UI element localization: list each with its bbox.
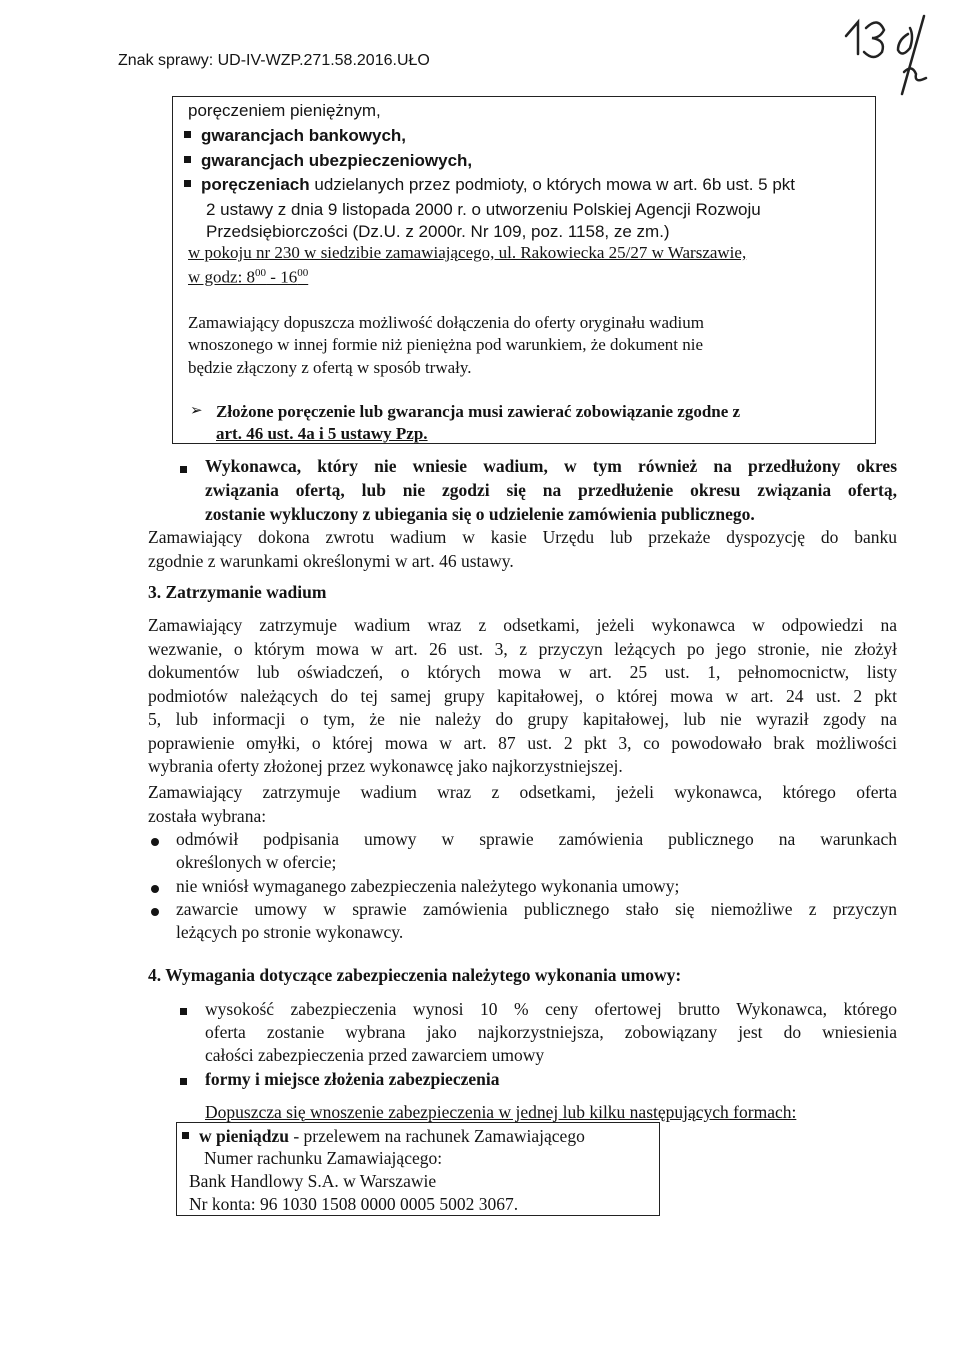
hours-from: w godz: 8 <box>188 267 256 287</box>
security-forms-intro: Dopuszcza się wnoszenie zabezpieczenia w jednej lub kilku następujących formach: <box>205 1102 797 1122</box>
paragraph-line: wybrania oferty złożonej przez wykonawcę jako najkorzystniejszej. <box>148 756 623 776</box>
form-item-sureties <box>184 175 795 195</box>
refund-text: Zamawiający dokona zwrotu wadium w kasie Urzędu lub przekaże dyspozycję do banku <box>148 527 897 547</box>
guarantee-requirement-article: art. 46 ust. 4a i 5 ustawy Pzp. <box>216 424 428 443</box>
arrow-bullet-icon: ➢ <box>190 403 203 419</box>
guarantee-requirement: Złożone poręczenie lub gwarancja musi zawierać zobowiązanie zgodne z <box>216 402 741 421</box>
cash-security-text: - przelewem na rachunek Zamawiającego <box>288 1126 585 1146</box>
square-bullet-icon <box>184 156 191 163</box>
retention-case: leżących po stronie wykonawcy. <box>176 922 404 942</box>
paragraph-line: poprawienie omyłki, o której mowa w art. 87 ust. 2 pkt 3, co powodowało brak możliwości <box>148 732 897 753</box>
exclusion-text: zostanie wykluczony z ubiegania się o udzielenie zamówienia publicznego. <box>205 504 755 524</box>
paragraph-line: dokumentów lub oświadczeń, o których mowa w art. 25 ust. 1, pełnomocnictw, listy <box>148 662 897 682</box>
original-attachment-text: będzie złączony z ofertą w sposób trwały. <box>188 358 472 377</box>
retention-intro: Zamawiający zatrzymuje wadium wraz z odsetkami, jeżeli wykonawca, którego oferta <box>148 782 897 802</box>
square-bullet-icon <box>184 180 191 187</box>
section-title: Zatrzymanie wadium <box>165 582 327 602</box>
paragraph-line: 5, lub informacji o tym, że nie należy do grupy kapitałowej, lub nie wyraził zgody na <box>148 709 897 729</box>
deposit-hours <box>188 267 308 288</box>
square-bullet-icon <box>180 1078 187 1085</box>
square-bullet-icon <box>180 1008 187 1015</box>
cash-security-label: w pieniądzu <box>199 1126 289 1146</box>
section-number: 4. <box>148 965 162 985</box>
form-item-text-line: 2 ustawy z dnia 9 listopada 2000 r. o utworzeniu Polskiej Agencji Rozwoju <box>206 200 761 219</box>
paragraph-line: podmiotów należących do tej samej grupy kapitałowej, o której mowa w art. 24 ust. 2 pkt <box>148 685 897 706</box>
security-amount: wysokość zabezpieczenia wynosi 10 % ceny ofertowej brutto Wykonawca, którego <box>205 999 897 1019</box>
retention-case: określonych w ofercie; <box>176 852 337 872</box>
form-item-text: udzielanych przez podmioty, o których mowa w art. 6b ust. 5 pkt <box>314 175 796 194</box>
account-number: Nr konta: 96 1030 1508 0000 0005 5002 3067. <box>189 1194 519 1214</box>
paragraph-line: wezwanie, o którym mowa w art. 26 ust. 3, z przyczyn leżących po jego stronie, nie złożył <box>148 638 897 659</box>
round-bullet-icon <box>151 908 159 916</box>
original-attachment-text: Zamawiający dopuszcza możliwość dołączenia do oferty oryginału wadium <box>188 313 704 332</box>
form-item-label: poręczeniach <box>201 175 310 194</box>
case-reference: Znak sprawy: UD-IV-WZP.271.58.2016.UŁO <box>118 52 430 69</box>
square-bullet-icon <box>184 131 191 138</box>
retention-intro: została wybrana: <box>148 806 267 826</box>
security-amount: całości zabezpieczenia przed zawarciem umowy <box>205 1045 545 1065</box>
form-item-cash-guarantee: poręczeniem pieniężnym, <box>188 101 381 120</box>
retention-case: nie wniósł wymaganego zabezpieczenia należytego wykonania umowy; <box>176 876 680 896</box>
security-forms-label: formy i miejsce złożenia zabezpieczenia <box>205 1069 500 1089</box>
handwritten-page-mark <box>842 6 932 98</box>
original-attachment-text: wnoszonego w innej formie niż pieniężna pod warunkiem, że dokument nie <box>188 335 704 354</box>
cash-security-line <box>182 1126 585 1147</box>
paragraph-line: Zamawiający zatrzymuje wadium wraz z odsetkami, jeżeli wykonawca w odpowiedzi na <box>148 615 897 635</box>
refund-text: zgodnie z warunkami określonymi w art. 46 ustawy. <box>148 551 514 571</box>
section-heading <box>148 582 326 603</box>
round-bullet-icon <box>151 838 159 846</box>
section-title: Wymagania dotyczące zabezpieczenia należytego wykonania umowy: <box>165 965 682 985</box>
form-item-insurance-guarantee <box>184 151 472 171</box>
retention-case: zawarcie umowy w sprawie zamówienia publicznego stało się niemożliwe z przyczyn <box>176 899 897 919</box>
square-bullet-icon <box>180 466 187 473</box>
square-bullet-icon <box>182 1132 189 1139</box>
form-item-label: gwarancjach ubezpieczeniowych, <box>201 151 473 170</box>
retention-case: odmówił podpisania umowy w sprawie zamówienia publicznego na warunkach <box>176 829 897 849</box>
hours-from-minutes: 00 <box>255 267 267 279</box>
hours-to: - 16 <box>266 267 298 287</box>
form-item-text-line: Przedsiębiorczości (Dz.U. z 2000r. Nr 109, poz. 1158, ze zm.) <box>206 222 670 241</box>
account-label: Numer rachunku Zamawiającego: <box>204 1148 443 1168</box>
section-number: 3. <box>148 582 162 602</box>
hours-to-minutes: 00 <box>297 267 309 279</box>
deposit-location: w pokoju nr 230 w siedzibie zamawiającego, ul. Rakowiecka 25/27 w Warszawie, <box>188 243 747 262</box>
section-heading <box>148 965 681 986</box>
form-item-bank-guarantee <box>184 126 406 146</box>
security-amount: oferta zostanie wybrana jako najkorzystniejsza, zobowiązany jest do wniesienia <box>205 1022 897 1042</box>
form-item-label: gwarancjach bankowych, <box>201 126 407 145</box>
exclusion-text: związania ofertą, lub nie zgodzi się na przedłużenie okresu związania ofertą, <box>205 480 897 500</box>
exclusion-text: Wykonawca, który nie wniesie wadium, w tym również na przedłużony okres <box>205 456 897 476</box>
retention-paragraph <box>148 614 897 779</box>
bank-name: Bank Handlowy S.A. w Warszawie <box>189 1171 437 1191</box>
round-bullet-icon <box>151 885 159 893</box>
